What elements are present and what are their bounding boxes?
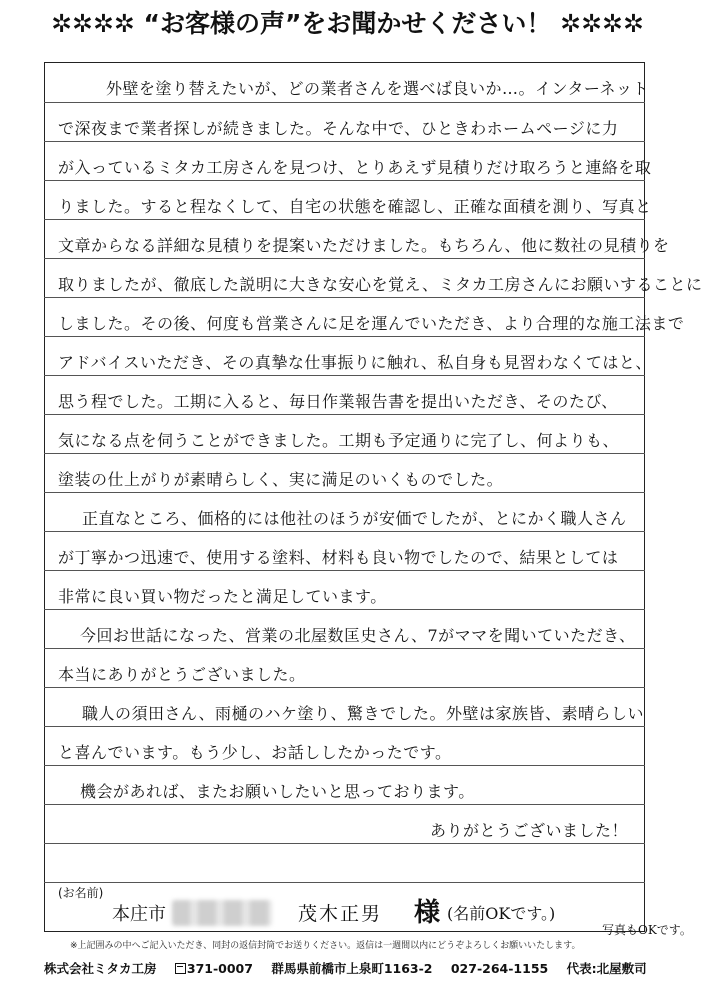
letter-line: が入っているミタカ工房さんを見つけ、とりあえず見積りだけ取ろうと連絡を取 (58, 158, 652, 177)
ruled-line (44, 804, 645, 805)
letter-line: 正直なところ、価格的には他社のほうが安価でしたが、とにかく職人さん (82, 509, 627, 528)
letter-line: 今回お世話になった、営業の北屋数匡史さん、7がママを聞いていただき、 (80, 626, 636, 645)
honorific: 様 (414, 898, 441, 928)
name-permission-note: (名前OKです。) (447, 904, 556, 923)
ruled-line (44, 141, 645, 142)
letter-line: 文章からなる詳細な見積りを提案いただけました。もちろん、他に数社の見積りを (58, 236, 670, 255)
ruled-line (44, 219, 645, 220)
ruled-line (44, 570, 645, 571)
ruled-line (44, 492, 645, 493)
letter-line: で深夜まで業者探しが続きました。そんな中で、ひときわホームページに力 (58, 119, 619, 138)
company-footer (44, 960, 654, 978)
page-title: ✲✲✲✲ “お客様の声”をお聞かせください！ ✲✲✲✲ (51, 9, 644, 38)
ruled-line (44, 882, 645, 883)
letter-closing: ありがとうございました！ (429, 821, 628, 840)
ruled-line (44, 336, 645, 337)
company-address: 群馬県前橋市上泉町1163-2 (271, 961, 433, 976)
ruled-line (44, 765, 645, 766)
ruled-line (44, 414, 645, 415)
ruled-line (44, 375, 645, 376)
ruled-line (44, 687, 645, 688)
letter-line: りました。すると程なくして、自宅の状態を確認し、正確な面積を測り、写真と (58, 197, 652, 216)
redacted-address (172, 900, 272, 926)
ruled-line (44, 843, 645, 844)
customer-city: 本庄市 (112, 904, 166, 925)
letter-line: しました。その後、何度も営業さんに足を運んでいただき、より合理的な施工法まで (58, 314, 685, 333)
ruled-line (44, 609, 645, 610)
letter-line: 非常に良い買い物だったと満足しています。 (58, 587, 387, 606)
instructions-note: ※上記囲みの中へご記入いただき、同封の返信封筒でお送りください。返信は一週間以内にどうぞよろしくお願いいたします。 (70, 941, 581, 951)
letter-line: と喜んでいます。もう少し、お話ししたかったです。 (58, 743, 452, 762)
postal-mark-icon (175, 963, 186, 974)
photo-permission-note: 写真もOKです。 (602, 923, 692, 937)
ruled-line (44, 258, 645, 259)
ruled-line (44, 102, 645, 103)
postal-code-value: 371-0007 (186, 961, 253, 976)
letter-line: 塗装の仕上がりが素晴らしく、実に満足のいくものでした。 (58, 470, 504, 489)
letter-line: 思う程でした。工期に入ると、毎日作業報告書を提出いただき、そのたび、 (58, 392, 618, 411)
letter-line: 取りましたが、徹底した説明に大きな安心を覚え、ミタカ工房さんにお願いすることに (58, 275, 702, 294)
ruled-line (44, 297, 645, 298)
ruled-line (44, 180, 645, 181)
company-phone: 027-264-1155 (450, 961, 549, 976)
letter-line: 外壁を塗り替えたいが、どの業者さんを選べば良いか…。インターネット (106, 79, 650, 98)
ruled-line (44, 726, 645, 727)
letter-line: が丁寧かつ迅速で、使用する塗料、材料も良い物でしたので、結果としては (58, 548, 619, 567)
postal-code (175, 961, 253, 976)
letter-line: 機会があれば、またお願いしたいと思っております。 (80, 782, 475, 801)
company-name: 株式会社ミタカ工房 (44, 961, 157, 976)
letter-line: 本当にありがとうございました。 (58, 665, 306, 684)
company-representative: 代表:北屋敷司 (566, 961, 647, 976)
name-label: (お名前) (58, 886, 104, 900)
ruled-line (44, 531, 645, 532)
letter-line: 職人の須田さん、雨樋のハケ塗り、驚きでした。外壁は家族皆、素晴らしい (82, 704, 644, 723)
ruled-line (44, 453, 645, 454)
letter-line: アドバイスいただき、その真摯な仕事振りに触れ、私自身も見習わなくてはと、 (58, 353, 652, 372)
ruled-line (44, 648, 645, 649)
customer-name: 茂木正男 (298, 903, 383, 925)
letter-line: 気になる点を伺うことができました。工期も予定通りに完了し、何よりも、 (58, 431, 620, 450)
